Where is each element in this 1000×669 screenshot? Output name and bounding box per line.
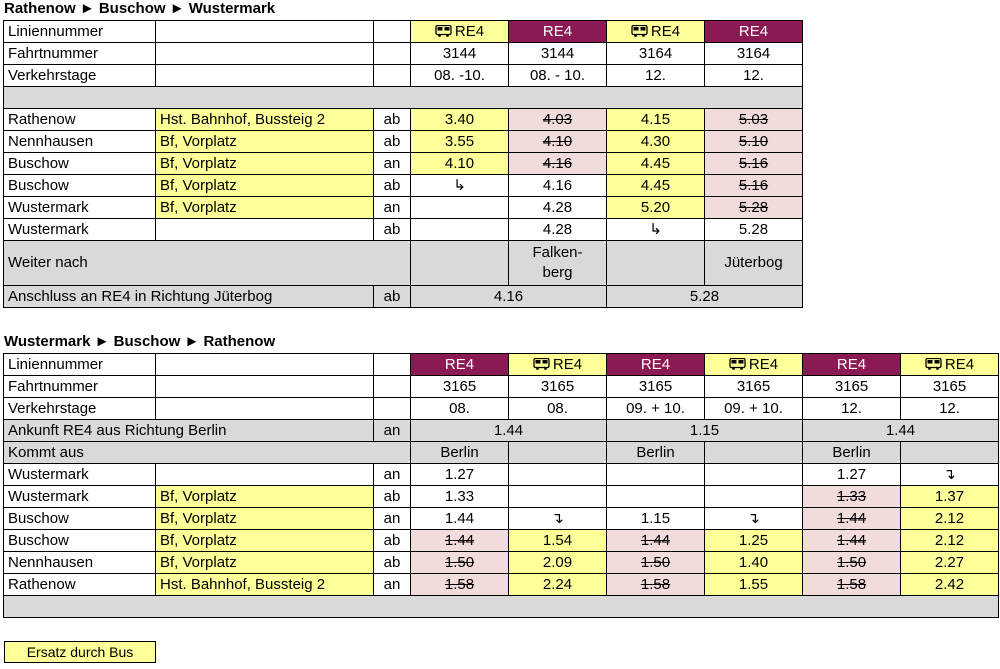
line-bus-re4: RE4 xyxy=(901,354,999,376)
label-ankunft: Ankunft RE4 aus Richtung Berlin xyxy=(4,420,374,442)
stop-name: Bf, Vorplatz xyxy=(156,530,374,552)
stop-name: Bf, Vorplatz xyxy=(156,486,374,508)
arr-dep: ab xyxy=(374,486,411,508)
time-cancelled: 4.10 xyxy=(509,131,607,153)
connection-arrow: ↴ xyxy=(901,464,999,486)
place: Buschow xyxy=(4,530,156,552)
row-fahrtnummer xyxy=(4,43,803,65)
arr-dep: an xyxy=(374,464,411,486)
place: Buschow xyxy=(4,175,156,197)
row-verkehrstage xyxy=(4,398,999,420)
arr-dep: an xyxy=(374,153,411,175)
destination-jueterbog: Jüterbog xyxy=(705,241,803,286)
destination-falkenberg: Falken- berg xyxy=(509,241,607,286)
time-empty xyxy=(411,219,509,241)
time: 1.40 xyxy=(705,552,803,574)
time-cancelled: 1.44 xyxy=(803,508,901,530)
stop-row xyxy=(4,552,999,574)
arr-dep: an xyxy=(374,420,411,442)
time-cancelled: 1.50 xyxy=(411,552,509,574)
time: 4.10 xyxy=(411,153,509,175)
stop-row xyxy=(4,508,999,530)
time-cancelled: 1.58 xyxy=(803,574,901,596)
place: Buschow xyxy=(4,153,156,175)
service-days: 12. xyxy=(803,398,901,420)
label-fahrtnummer: Fahrtnummer xyxy=(4,43,156,65)
row-wustermark-an xyxy=(4,464,999,486)
line-train-re4: RE4 xyxy=(803,354,901,376)
service-days: 09. + 10. xyxy=(607,398,705,420)
line-bus-re4: RE4 xyxy=(705,354,803,376)
time-cancelled: 1.58 xyxy=(607,574,705,596)
row-fahrtnummer xyxy=(4,376,999,398)
label-anschluss: Anschluss an RE4 in Richtung Jüterbog xyxy=(4,286,374,308)
place: Wustermark xyxy=(4,219,156,241)
time: 1.27 xyxy=(803,464,901,486)
trip-number: 3165 xyxy=(607,376,705,398)
time-cancelled: 1.44 xyxy=(607,530,705,552)
stop-row xyxy=(4,109,803,131)
label-fahrtnummer: Fahrtnummer xyxy=(4,376,156,398)
bus-icon xyxy=(533,358,550,370)
stop-name: Hst. Bahnhof, Bussteig 2 xyxy=(156,574,374,596)
time-cancelled: 5.10 xyxy=(705,131,803,153)
time-cancelled: 1.44 xyxy=(803,530,901,552)
trip-number: 3165 xyxy=(705,376,803,398)
stop-row xyxy=(4,197,803,219)
stop-name: Bf, Vorplatz xyxy=(156,552,374,574)
connection-arrow: ↳ xyxy=(607,219,705,241)
bus-icon xyxy=(631,25,648,37)
service-days: 08. -10. xyxy=(411,65,509,87)
row-kommt-aus xyxy=(4,442,999,464)
time-cancelled: 1.33 xyxy=(803,486,901,508)
time: 1.55 xyxy=(705,574,803,596)
arrival-time: 1.44 xyxy=(411,420,607,442)
stop-row xyxy=(4,131,803,153)
connection-arrow: ↳ xyxy=(411,175,509,197)
connection-arrow: ↴ xyxy=(509,508,607,530)
timetable-rathenow-wustermark xyxy=(3,20,803,308)
label-verkehrstage: Verkehrstage xyxy=(4,398,156,420)
stop-name: Bf, Vorplatz xyxy=(156,131,374,153)
service-days: 08. - 10. xyxy=(509,65,607,87)
time-cancelled: 5.16 xyxy=(705,175,803,197)
time: 2.09 xyxy=(509,552,607,574)
place: Wustermark xyxy=(4,464,156,486)
time: 5.20 xyxy=(607,197,705,219)
place: Buschow xyxy=(4,508,156,530)
connection-arrow: ↴ xyxy=(705,508,803,530)
row-liniennummer xyxy=(4,21,803,43)
time: 1.25 xyxy=(705,530,803,552)
row-liniennummer xyxy=(4,354,999,376)
time: 1.54 xyxy=(509,530,607,552)
line-train-re4: RE4 xyxy=(607,354,705,376)
arr-dep: ab xyxy=(374,530,411,552)
time: 2.12 xyxy=(901,508,999,530)
trip-number: 3165 xyxy=(901,376,999,398)
arr-dep: ab xyxy=(374,131,411,153)
time: 4.15 xyxy=(607,109,705,131)
place: Wustermark xyxy=(4,486,156,508)
time: 1.33 xyxy=(411,486,509,508)
stop-name: Hst. Bahnhof, Bussteig 2 xyxy=(156,109,374,131)
time: 4.45 xyxy=(607,153,705,175)
line-train-re4: RE4 xyxy=(411,354,509,376)
arr-dep: an xyxy=(374,197,411,219)
arr-dep: an xyxy=(374,574,411,596)
label-liniennummer: Liniennummer xyxy=(4,21,156,43)
label-verkehrstage: Verkehrstage xyxy=(4,65,156,87)
arr-dep: an xyxy=(374,508,411,530)
line-bus-re4: RE4 xyxy=(411,21,509,43)
label-liniennummer: Liniennummer xyxy=(4,354,156,376)
stop-row xyxy=(4,153,803,175)
time: 3.55 xyxy=(411,131,509,153)
time-cancelled: 4.03 xyxy=(509,109,607,131)
stop-row xyxy=(4,574,999,596)
time: 4.28 xyxy=(509,219,607,241)
service-days: 12. xyxy=(705,65,803,87)
connection-time: 4.16 xyxy=(411,286,607,308)
place: Nennhausen xyxy=(4,552,156,574)
time: 4.16 xyxy=(509,175,607,197)
arrival-time: 1.44 xyxy=(803,420,999,442)
service-days: 12. xyxy=(607,65,705,87)
row-anschluss xyxy=(4,286,803,308)
origin: Berlin xyxy=(411,442,509,464)
time: 1.15 xyxy=(607,508,705,530)
service-days: 12. xyxy=(901,398,999,420)
time: 1.44 xyxy=(411,508,509,530)
legend-bus-replacement: Ersatz durch Bus xyxy=(4,641,156,663)
timetable-wustermark-rathenow xyxy=(3,353,999,618)
stop-name: Bf, Vorplatz xyxy=(156,153,374,175)
line-train-re4: RE4 xyxy=(509,21,607,43)
trip-number: 3164 xyxy=(705,43,803,65)
trip-number: 3165 xyxy=(803,376,901,398)
arrival-time: 1.15 xyxy=(607,420,803,442)
trip-number: 3164 xyxy=(607,43,705,65)
stop-name: Bf, Vorplatz xyxy=(156,197,374,219)
arr-dep: ab xyxy=(374,552,411,574)
time: 1.27 xyxy=(411,464,509,486)
table2-title: Wustermark ► Buschow ► Rathenow xyxy=(4,333,276,350)
bus-icon xyxy=(925,358,942,370)
time-cancelled: 1.50 xyxy=(607,552,705,574)
stop-name: Bf, Vorplatz xyxy=(156,508,374,530)
line-bus-re4: RE4 xyxy=(607,21,705,43)
label-weiter-nach: Weiter nach xyxy=(4,241,411,286)
time: 4.30 xyxy=(607,131,705,153)
origin: Berlin xyxy=(803,442,901,464)
time-cancelled: 1.58 xyxy=(411,574,509,596)
separator-row xyxy=(4,596,999,618)
service-days: 08. xyxy=(509,398,607,420)
stop-row xyxy=(4,530,999,552)
time: 2.24 xyxy=(509,574,607,596)
time-cancelled: 5.28 xyxy=(705,197,803,219)
stop-row xyxy=(4,486,999,508)
time-cancelled: 1.50 xyxy=(803,552,901,574)
arr-dep: ab xyxy=(374,109,411,131)
time-empty xyxy=(411,197,509,219)
time-cancelled: 5.16 xyxy=(705,153,803,175)
time-cancelled: 1.44 xyxy=(411,530,509,552)
time-cancelled: 5.03 xyxy=(705,109,803,131)
line-train-re4: RE4 xyxy=(705,21,803,43)
arr-dep: ab xyxy=(374,286,411,308)
stop-row xyxy=(4,175,803,197)
service-days: 08. xyxy=(411,398,509,420)
row-weiter-nach xyxy=(4,241,803,286)
time: 2.27 xyxy=(901,552,999,574)
service-days: 09. + 10. xyxy=(705,398,803,420)
connection-time: 5.28 xyxy=(607,286,803,308)
trip-number: 3144 xyxy=(411,43,509,65)
trip-number: 3144 xyxy=(509,43,607,65)
time: 3.40 xyxy=(411,109,509,131)
place: Rathenow xyxy=(4,574,156,596)
row-ankunft xyxy=(4,420,999,442)
time: 4.28 xyxy=(509,197,607,219)
place: Rathenow xyxy=(4,109,156,131)
time: 2.12 xyxy=(901,530,999,552)
time: 1.37 xyxy=(901,486,999,508)
trip-number: 3165 xyxy=(411,376,509,398)
bus-icon xyxy=(729,358,746,370)
label-kommt-aus: Kommt aus xyxy=(4,442,411,464)
time: 5.28 xyxy=(705,219,803,241)
time: 4.45 xyxy=(607,175,705,197)
row-verkehrstage xyxy=(4,65,803,87)
line-bus-re4: RE4 xyxy=(509,354,607,376)
place: Wustermark xyxy=(4,197,156,219)
trip-number: 3165 xyxy=(509,376,607,398)
stop-row xyxy=(4,219,803,241)
time-cancelled: 4.16 xyxy=(509,153,607,175)
separator-row xyxy=(4,87,803,109)
arr-dep: ab xyxy=(374,175,411,197)
bus-icon xyxy=(435,25,452,37)
stop-name: Bf, Vorplatz xyxy=(156,175,374,197)
arr-dep: ab xyxy=(374,219,411,241)
table1-title: Rathenow ► Buschow ► Wustermark xyxy=(4,0,276,17)
origin: Berlin xyxy=(607,442,705,464)
place: Nennhausen xyxy=(4,131,156,153)
time: 2.42 xyxy=(901,574,999,596)
